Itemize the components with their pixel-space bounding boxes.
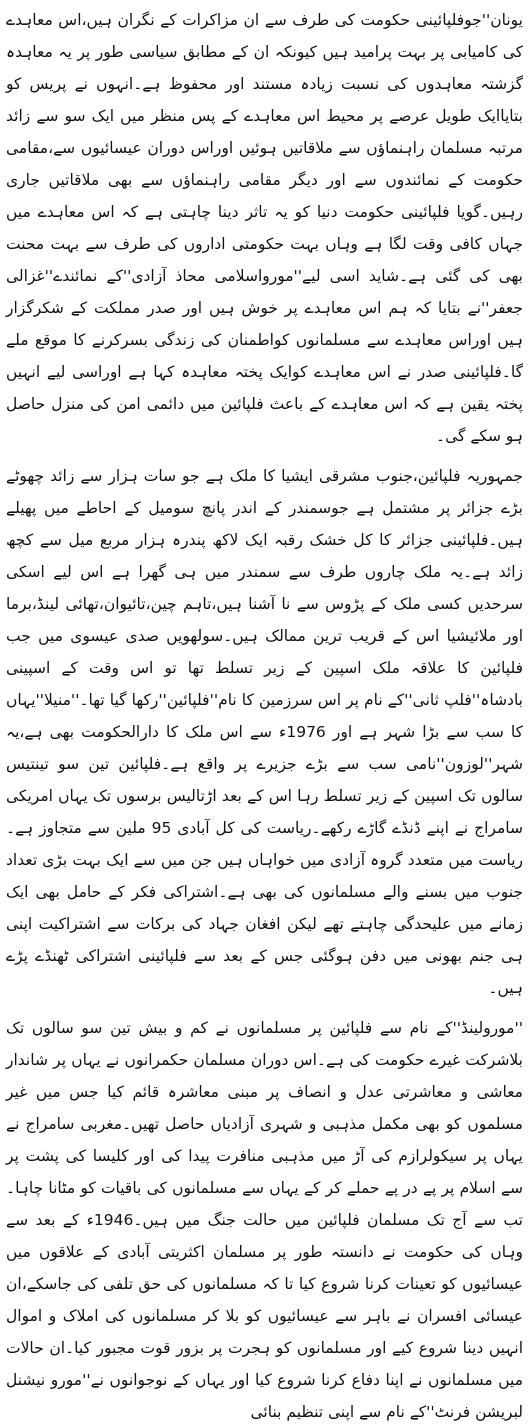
paragraph-moroland-history: ''مورولینڈ''کے نام سے فلپائین پر مسلمانوں نے کم و بیش تین سو سالوں تک بلاشرکت غیرے حکومت کی ہے۔اس دوران مسلمان حکمرانوں نے یہاں پر شاندار معاشی و معاشرتی عدل و انصاف پر مبنی معاشرہ قائم کیا جس میں غیر مسلموں کو بھی مکمل مذہبی و شہری آزادیاں حاصل تھیں۔مغربی سامراج نے یہاں پر سیکولرازم کی آڑ میں مذہبی منافرت پیدا کی اور کلیسا کی پشت پر سے اسلام پر پے در پے حملے کر کے یہاں سے مسلمانوں کی باقیات کو مٹانا چاہا۔تب سے آج تک مسلمان فلپائین میں حالت جنگ میں ہیں۔1946ء کے بعد سے وہاں کی حکومت نے دانستہ طور پر مسلمان اکثریتی آبادی کے علاقوں میں عیسائیوں کو تعینات کرنا شروع کیا تا کہ مسلمانوں کی حق تلفی کی جاسکے،ان عیسائی افسران نے باہر سے عیسائیوں کو بلا کر مسلمانوں کی املاک و اموال انہیں دینا شروع کیے اور مسلمانوں کو ہجرت پر بزور قوت مجبور کیا۔ان حالات میں مسلمانوں نے اپنا دفاع کرنا شروع کیا اور یہاں کے نوجوانوں نے''مورو نیشنل لبریشن فرنٹ''کے نام سے اپنی تنظیم بنائی (6, 1019, 523, 1421)
paragraph-philippines-geography: جمہوریہ فلپائین،جنوب مشرقی ایشیا کا ملک ہے جو سات ہزار سے زائد چھوٹے بڑے جزائر پر مشتمل ہے جوسمندر کے اندر پانچ سومیل کے احاطے میں پھیلے ہیں۔فلپائینی جزائر کا کل خشک رقبہ ایک لاکھ پندرہ ہزار مربع میل سے کچھ زائد ہے۔یہ ملک چاروں طرف سے سمندر میں ہی گھرا ہے اس لیے اسکی سرحدیں کسی ملک کے پڑوس سے نا آشنا ہیں،تاہم چین،تائیوان،تھائی لینڈ،برما اور ملائیشیا اس کے قریب ترین ممالک ہیں۔سولھویں صدی عیسوی میں جب فلپائین کا علاقہ ملک اسپین کے زیر تسلط تھا تو اس وقت کے اسپینی بادشاہ''فلپ ثانی''کے نام پر اس سرزمین کا نام''فلپائین''رکھا گیا تھا۔''منیلا''یہاں کا سب سے بڑا شہر ہے اور 1976ء سے اس ملک کا دارالحکومت بھی ہے،یہ شہر''لوزون''نامی سب سے بڑے جزیرے پر واقع ہے۔فلپائین تین سو تینتیس سالوں تک اسپین کے زیر تسلط رہا اس کے بعد اڑتالیس برسوں تک یہاں امریکی سامراج نے اپنے ڈنڈے گاڑے رکھے۔ریاست کی کل آبادی 95 ملین سے متجاوز ہے۔ریاست میں متعدد گروہ آزادی میں خواہاں ہیں جن میں سے ایک بہت بڑی تعداد جنوب میں بسنے والے مسلمانوں کی بھی ہے۔اشتراکی فکر کے حامل بھی ایک زمانے میں علیحدگی چاہتے تھے لیکن افغان جہاد کی برکات سے اشتراکیت اپنی ہی جنم بھونی میں دفن ہوگئی جس کے بعد سے فلپائینی اشتراکی ٹھنڈے پڑے ہیں۔ (6, 467, 523, 997)
paragraph-mou-negotiations: یونان''جوفلپائینی حکومت کی طرف سے ان مزاکرات کے نگران ہیں،اس معاہدے کی کامیابی پر بہت پرامید ہیں کیونکہ ان کے مطابق سیاسی طور پر یہ معاہدہ گزشتہ معاہدوں کی نسبت زیادہ مستند اور محفوظ ہے۔انہوں نے پریس کو بتایاایک طویل عرصے پر محیط اس معاہدے کے پس منظر میں ایک سو سے زائد مرتبہ مسلمان راہنماؤں سے ملاقاتیں ہوئیں اوراس دوران عیسائیوں سے،مقامی حکومت کے نمائندوں سے اور دیگر مقامی راہنماؤں سے بھی ملاقاتیں جاری رہیں۔گویا فلپائینی حکومت دنیا کو یہ تاثر دینا چاہتی ہے کہ اس معاہدے میں جہاں کافی وقت لگا ہے وہاں بہت حکومتی اداروں کی طرف سے بہت محنت بھی کی گئی ہے۔شاید اسی لیے''مورواسلامی محاذ آزادی''کے نمائندے''غزالی جعفر''نے بتایا کہ ہم اس معاہدے پر خوش ہیں اور صدر مملکت کے شکرگزار ہیں اوراس معاہدے سے مسلمانوں کواطمنان کی زندگی بسرکرنے کا موقع ملے گا۔فلپائینی صدر نے اس معاہدے کوایک پختہ معاہدہ کہا ہے اوراسی لیے انہیں پختہ یقین ہے کہ اس معاہدے کے باعث فلپائین میں دائمی امن کی منزل حاصل ہو سکے گی۔ (6, 11, 523, 445)
